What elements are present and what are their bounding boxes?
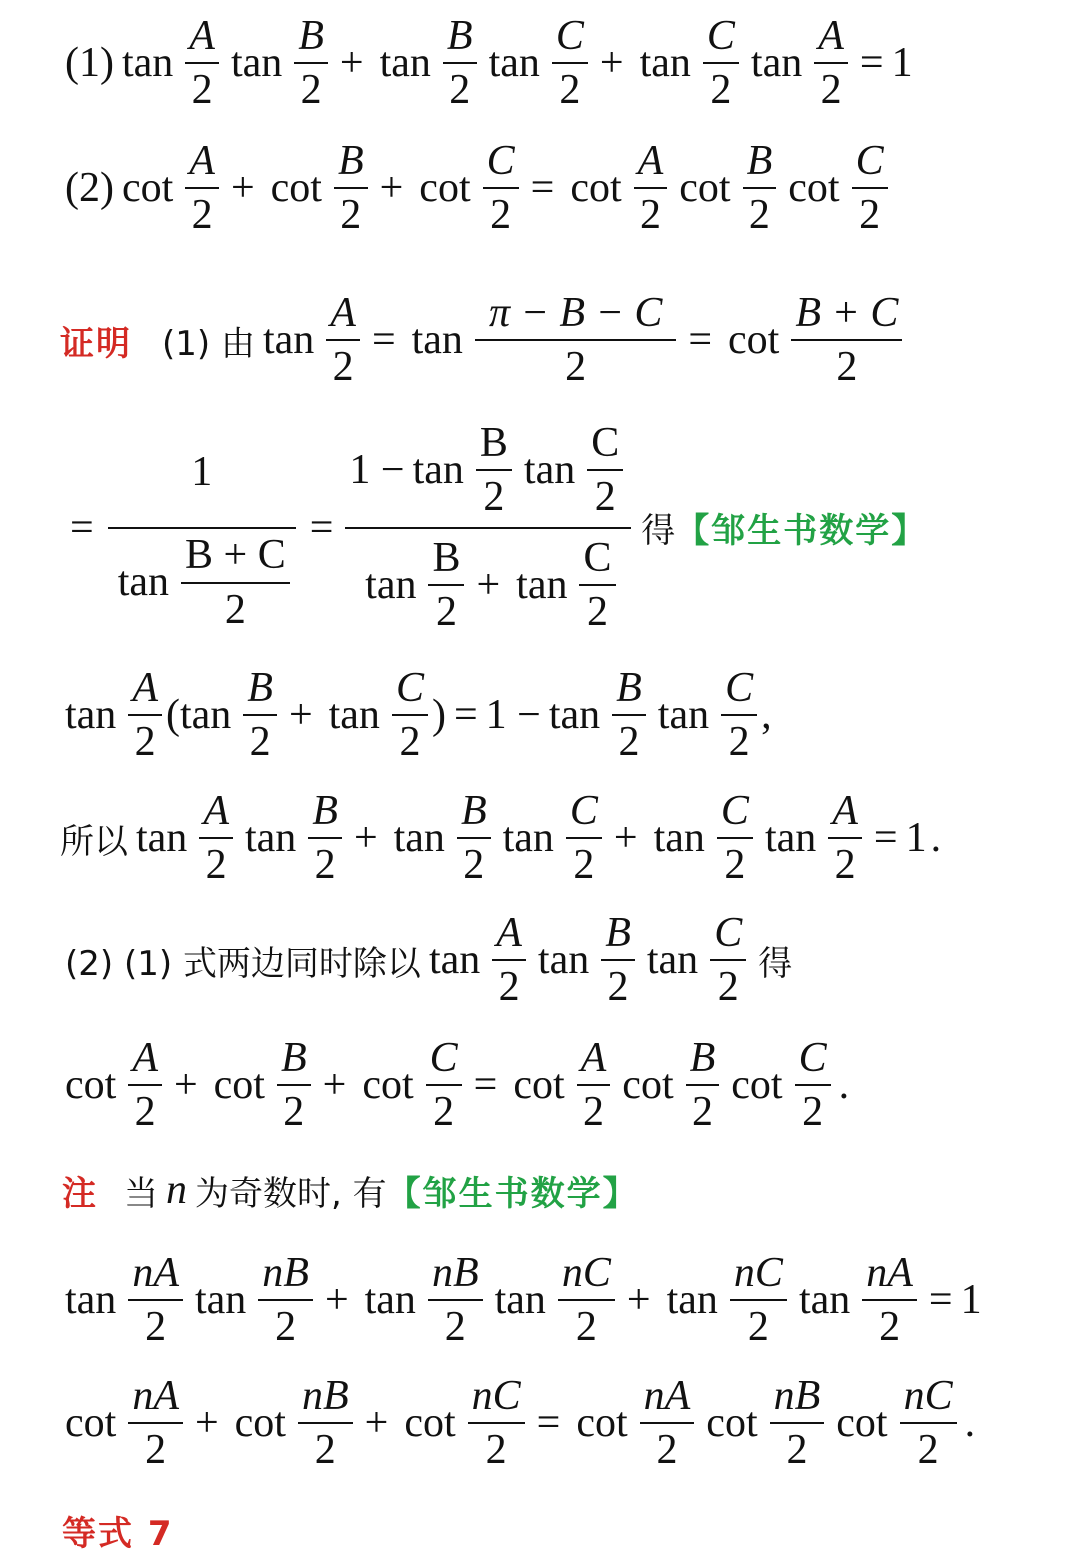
period: . bbox=[838, 1062, 850, 1108]
plus: + bbox=[364, 1400, 389, 1446]
fraction: $\frac{nC}{2}$ bbox=[900, 1374, 957, 1472]
cot-fn: cot bbox=[362, 1062, 414, 1108]
cot-fn: cot bbox=[419, 165, 471, 211]
fraction: $\frac{nB}{2}$ bbox=[258, 1251, 313, 1349]
proof-label: 证明 bbox=[60, 323, 132, 364]
var-n: n bbox=[166, 1167, 187, 1213]
de-text: 得 bbox=[641, 511, 676, 551]
equals: = bbox=[473, 1062, 498, 1108]
plus: + bbox=[379, 165, 404, 211]
tan-fn: tan bbox=[117, 559, 169, 606]
tan-fn: tan bbox=[764, 815, 817, 861]
tan-fn: tan bbox=[179, 692, 232, 738]
tan-fn: tan bbox=[262, 317, 315, 363]
fraction: $\frac{B}{2}$ bbox=[294, 14, 328, 112]
nested-fraction bbox=[345, 418, 631, 638]
tan-fn: tan bbox=[411, 317, 463, 363]
equals: = bbox=[688, 317, 713, 363]
period: . bbox=[964, 1400, 976, 1446]
fraction: $\frac{nC}{2}$ bbox=[468, 1374, 525, 1472]
fraction: $\frac{nC}{2}$ bbox=[730, 1251, 787, 1349]
fraction: $\frac{nB}{2}$ bbox=[298, 1374, 353, 1472]
cot-fn: cot bbox=[570, 165, 622, 211]
tan-fn: tan bbox=[364, 1277, 416, 1323]
fraction: $\frac{A}{2}$ bbox=[185, 139, 219, 237]
tan-fn: tan bbox=[750, 40, 803, 86]
cot-fn: cot bbox=[622, 1062, 674, 1108]
fraction: $\frac{A}{2}$ bbox=[199, 789, 233, 887]
cot-fn: cot bbox=[576, 1400, 628, 1446]
equation-2 bbox=[65, 133, 892, 243]
proof-2-intro: (2) (1) 式两边同时除以 bbox=[65, 943, 421, 984]
cot-fn: cot bbox=[213, 1062, 265, 1108]
proof-line-2 bbox=[62, 415, 927, 640]
label-2: (2) bbox=[65, 165, 114, 211]
fraction: $\frac{A}{2}$ bbox=[128, 666, 162, 764]
fraction: $\frac{B}{2}$ bbox=[308, 789, 342, 887]
equals: = bbox=[859, 40, 884, 86]
cot-fn: cot bbox=[706, 1400, 758, 1446]
cot-fn: cot bbox=[513, 1062, 565, 1108]
note-text-2: 为奇数时, 有 bbox=[195, 1173, 387, 1214]
rparen: ) bbox=[431, 692, 446, 738]
note-equation-2 bbox=[65, 1368, 975, 1478]
plus: + bbox=[613, 815, 638, 861]
fraction: $\frac{nA}{2}$ bbox=[128, 1251, 183, 1349]
lparen: ( bbox=[165, 692, 180, 738]
note-line bbox=[62, 1165, 639, 1215]
period: . bbox=[930, 815, 942, 861]
plus: + bbox=[322, 1062, 347, 1108]
cot-fn: cot bbox=[270, 165, 322, 211]
cot-fn: cot bbox=[728, 317, 780, 363]
fraction: $\frac{B}{2}$ bbox=[612, 666, 646, 764]
cot-fn: cot bbox=[65, 1400, 117, 1446]
cot-fn: cot bbox=[788, 165, 840, 211]
tan-fn: tan bbox=[523, 446, 576, 493]
fraction: $\frac{C}{2}$ bbox=[483, 139, 519, 237]
fraction: $\frac{\pi - B - C}{2}$ bbox=[475, 291, 676, 389]
proof-line-6 bbox=[65, 1030, 849, 1140]
equation-1 bbox=[65, 8, 913, 118]
nested-fraction: 1 tan $\frac{B + C}{2}$ bbox=[106, 423, 298, 633]
brand-watermark: 【邹生书数学】 bbox=[386, 1173, 639, 1214]
fraction: $\frac{B + C}{2}$ bbox=[181, 533, 290, 631]
note-text: 当 bbox=[124, 1173, 158, 1214]
tan-fn: tan bbox=[365, 561, 417, 608]
fraction: $\frac{B}{2}$ bbox=[743, 139, 777, 237]
equals: = bbox=[309, 504, 334, 551]
tan-fn: tan bbox=[646, 937, 699, 983]
fraction: $\frac{C}{2}$ bbox=[426, 1036, 462, 1134]
fraction: $\frac{A}{2}$ bbox=[128, 1036, 162, 1134]
brand-watermark: 【邹生书数学】 bbox=[675, 511, 928, 551]
cot-fn: cot bbox=[679, 165, 731, 211]
fraction: $\frac{A}{2}$ bbox=[577, 1036, 611, 1134]
plus: + bbox=[599, 40, 624, 86]
plus: + bbox=[339, 40, 364, 86]
tan-fn: tan bbox=[639, 40, 691, 86]
tan-fn: tan bbox=[666, 1277, 718, 1323]
fraction: $\frac{C}{2}$ bbox=[552, 14, 588, 112]
plus: + bbox=[194, 1400, 219, 1446]
equals: = bbox=[530, 165, 555, 211]
equals: = bbox=[536, 1400, 561, 1446]
proof-line-3 bbox=[65, 660, 772, 770]
tan-fn: tan bbox=[537, 937, 590, 983]
fraction: $\frac{B}{2}$ bbox=[476, 421, 512, 519]
fraction: $\frac{B}{2}$ bbox=[243, 666, 277, 764]
one: 1 bbox=[891, 40, 913, 86]
note-equation-1 bbox=[65, 1245, 982, 1355]
plus: + bbox=[288, 692, 313, 738]
suoyi-text: 所以 bbox=[60, 821, 128, 862]
fraction: $\frac{C}{2}$ bbox=[721, 666, 757, 764]
proof-line-1 bbox=[60, 285, 906, 395]
tan-fn: tan bbox=[230, 40, 283, 86]
fraction: $\frac{nC}{2}$ bbox=[558, 1251, 615, 1349]
fraction: $\frac{A}{2}$ bbox=[814, 14, 848, 112]
cot-fn: cot bbox=[404, 1400, 456, 1446]
equals: = bbox=[873, 815, 898, 861]
fraction: $\frac{A}{2}$ bbox=[828, 789, 862, 887]
one-minus: 1 − bbox=[349, 447, 405, 493]
tan-fn: tan bbox=[393, 815, 445, 861]
fraction: $\frac{A}{2}$ bbox=[634, 139, 668, 237]
equals: = bbox=[70, 504, 94, 551]
plus: + bbox=[324, 1277, 349, 1323]
plus: + bbox=[173, 1062, 198, 1108]
tan-fn: tan bbox=[121, 40, 174, 86]
cot-fn: cot bbox=[731, 1062, 783, 1108]
tan-fn: tan bbox=[328, 692, 380, 738]
plus: + bbox=[230, 165, 255, 211]
tan-fn: tan bbox=[379, 40, 431, 86]
fraction: $\frac{C}{2}$ bbox=[392, 666, 428, 764]
cot-fn: cot bbox=[234, 1400, 286, 1446]
fraction: $\frac{C}{2}$ bbox=[795, 1036, 831, 1134]
label-1: (1) bbox=[65, 40, 114, 86]
tan-fn: tan bbox=[653, 815, 705, 861]
fraction: $\frac{C}{2}$ bbox=[587, 421, 623, 519]
tan-fn: tan bbox=[412, 446, 464, 493]
fraction: $\frac{nA}{2}$ bbox=[640, 1374, 695, 1472]
fraction: $\frac{A}{2}$ bbox=[326, 291, 360, 389]
fraction: $\frac{nB}{2}$ bbox=[770, 1374, 825, 1472]
note-label: 注 bbox=[62, 1173, 98, 1214]
proof-1-intro: (1) 由 bbox=[162, 323, 255, 364]
plus: + bbox=[476, 561, 501, 608]
cot-fn: cot bbox=[121, 165, 174, 211]
fraction: $\frac{B}{2}$ bbox=[277, 1036, 311, 1134]
fraction: $\frac{A}{2}$ bbox=[185, 14, 219, 112]
one-minus: 1 − bbox=[485, 692, 541, 738]
tan-fn: tan bbox=[65, 692, 117, 738]
de-text: 得 bbox=[758, 943, 793, 984]
fraction: $\frac{C}{2}$ bbox=[703, 14, 739, 112]
tan-fn: tan bbox=[502, 815, 554, 861]
fraction: $\frac{C}{2}$ bbox=[710, 911, 746, 1009]
section-heading bbox=[62, 1505, 174, 1555]
fraction: $\frac{nA}{2}$ bbox=[862, 1251, 917, 1349]
one: 1 bbox=[960, 1277, 982, 1323]
fraction: $\frac{C}{2}$ bbox=[852, 139, 888, 237]
proof-line-4 bbox=[60, 783, 941, 893]
fraction: $\frac{nA}{2}$ bbox=[128, 1374, 183, 1472]
fraction: $\frac{A}{2}$ bbox=[492, 911, 526, 1009]
fraction: $\frac{B}{2}$ bbox=[443, 14, 477, 112]
tan-fn: tan bbox=[65, 1277, 117, 1323]
equals: = bbox=[371, 317, 396, 363]
tan-fn: tan bbox=[548, 692, 601, 738]
fraction: $\frac{nB}{2}$ bbox=[428, 1251, 483, 1349]
tan-fn: tan bbox=[136, 815, 188, 861]
equals: = bbox=[928, 1277, 953, 1323]
tan-fn: tan bbox=[516, 561, 568, 608]
equation-7-heading: 等式 7 bbox=[62, 1513, 174, 1554]
tan-fn: tan bbox=[657, 692, 710, 738]
tan-fn: tan bbox=[798, 1277, 851, 1323]
fraction: $\frac{B + C}{2}$ bbox=[791, 291, 902, 389]
fraction: $\frac{B}{2}$ bbox=[428, 536, 464, 634]
plus: + bbox=[626, 1277, 651, 1323]
tan-fn: tan bbox=[194, 1277, 247, 1323]
tan-fn: tan bbox=[494, 1277, 546, 1323]
fraction: $\frac{C}{2}$ bbox=[717, 789, 753, 887]
tan-fn: tan bbox=[244, 815, 297, 861]
comma: , bbox=[761, 692, 772, 738]
fraction: $\frac{B}{2}$ bbox=[686, 1036, 720, 1134]
one: 1 bbox=[905, 815, 927, 861]
cot-fn: cot bbox=[836, 1400, 888, 1446]
fraction: $\frac{C}{2}$ bbox=[579, 536, 615, 634]
fraction: $\frac{C}{2}$ bbox=[566, 789, 602, 887]
tan-fn: tan bbox=[488, 40, 540, 86]
tan-fn: tan bbox=[428, 937, 481, 983]
fraction: $\frac{B}{2}$ bbox=[457, 789, 491, 887]
fraction: $\frac{B}{2}$ bbox=[601, 911, 635, 1009]
equals: = bbox=[453, 692, 478, 738]
cot-fn: cot bbox=[65, 1062, 117, 1108]
plus: + bbox=[353, 815, 378, 861]
fraction: $\frac{B}{2}$ bbox=[334, 139, 368, 237]
proof-line-5 bbox=[65, 905, 792, 1015]
